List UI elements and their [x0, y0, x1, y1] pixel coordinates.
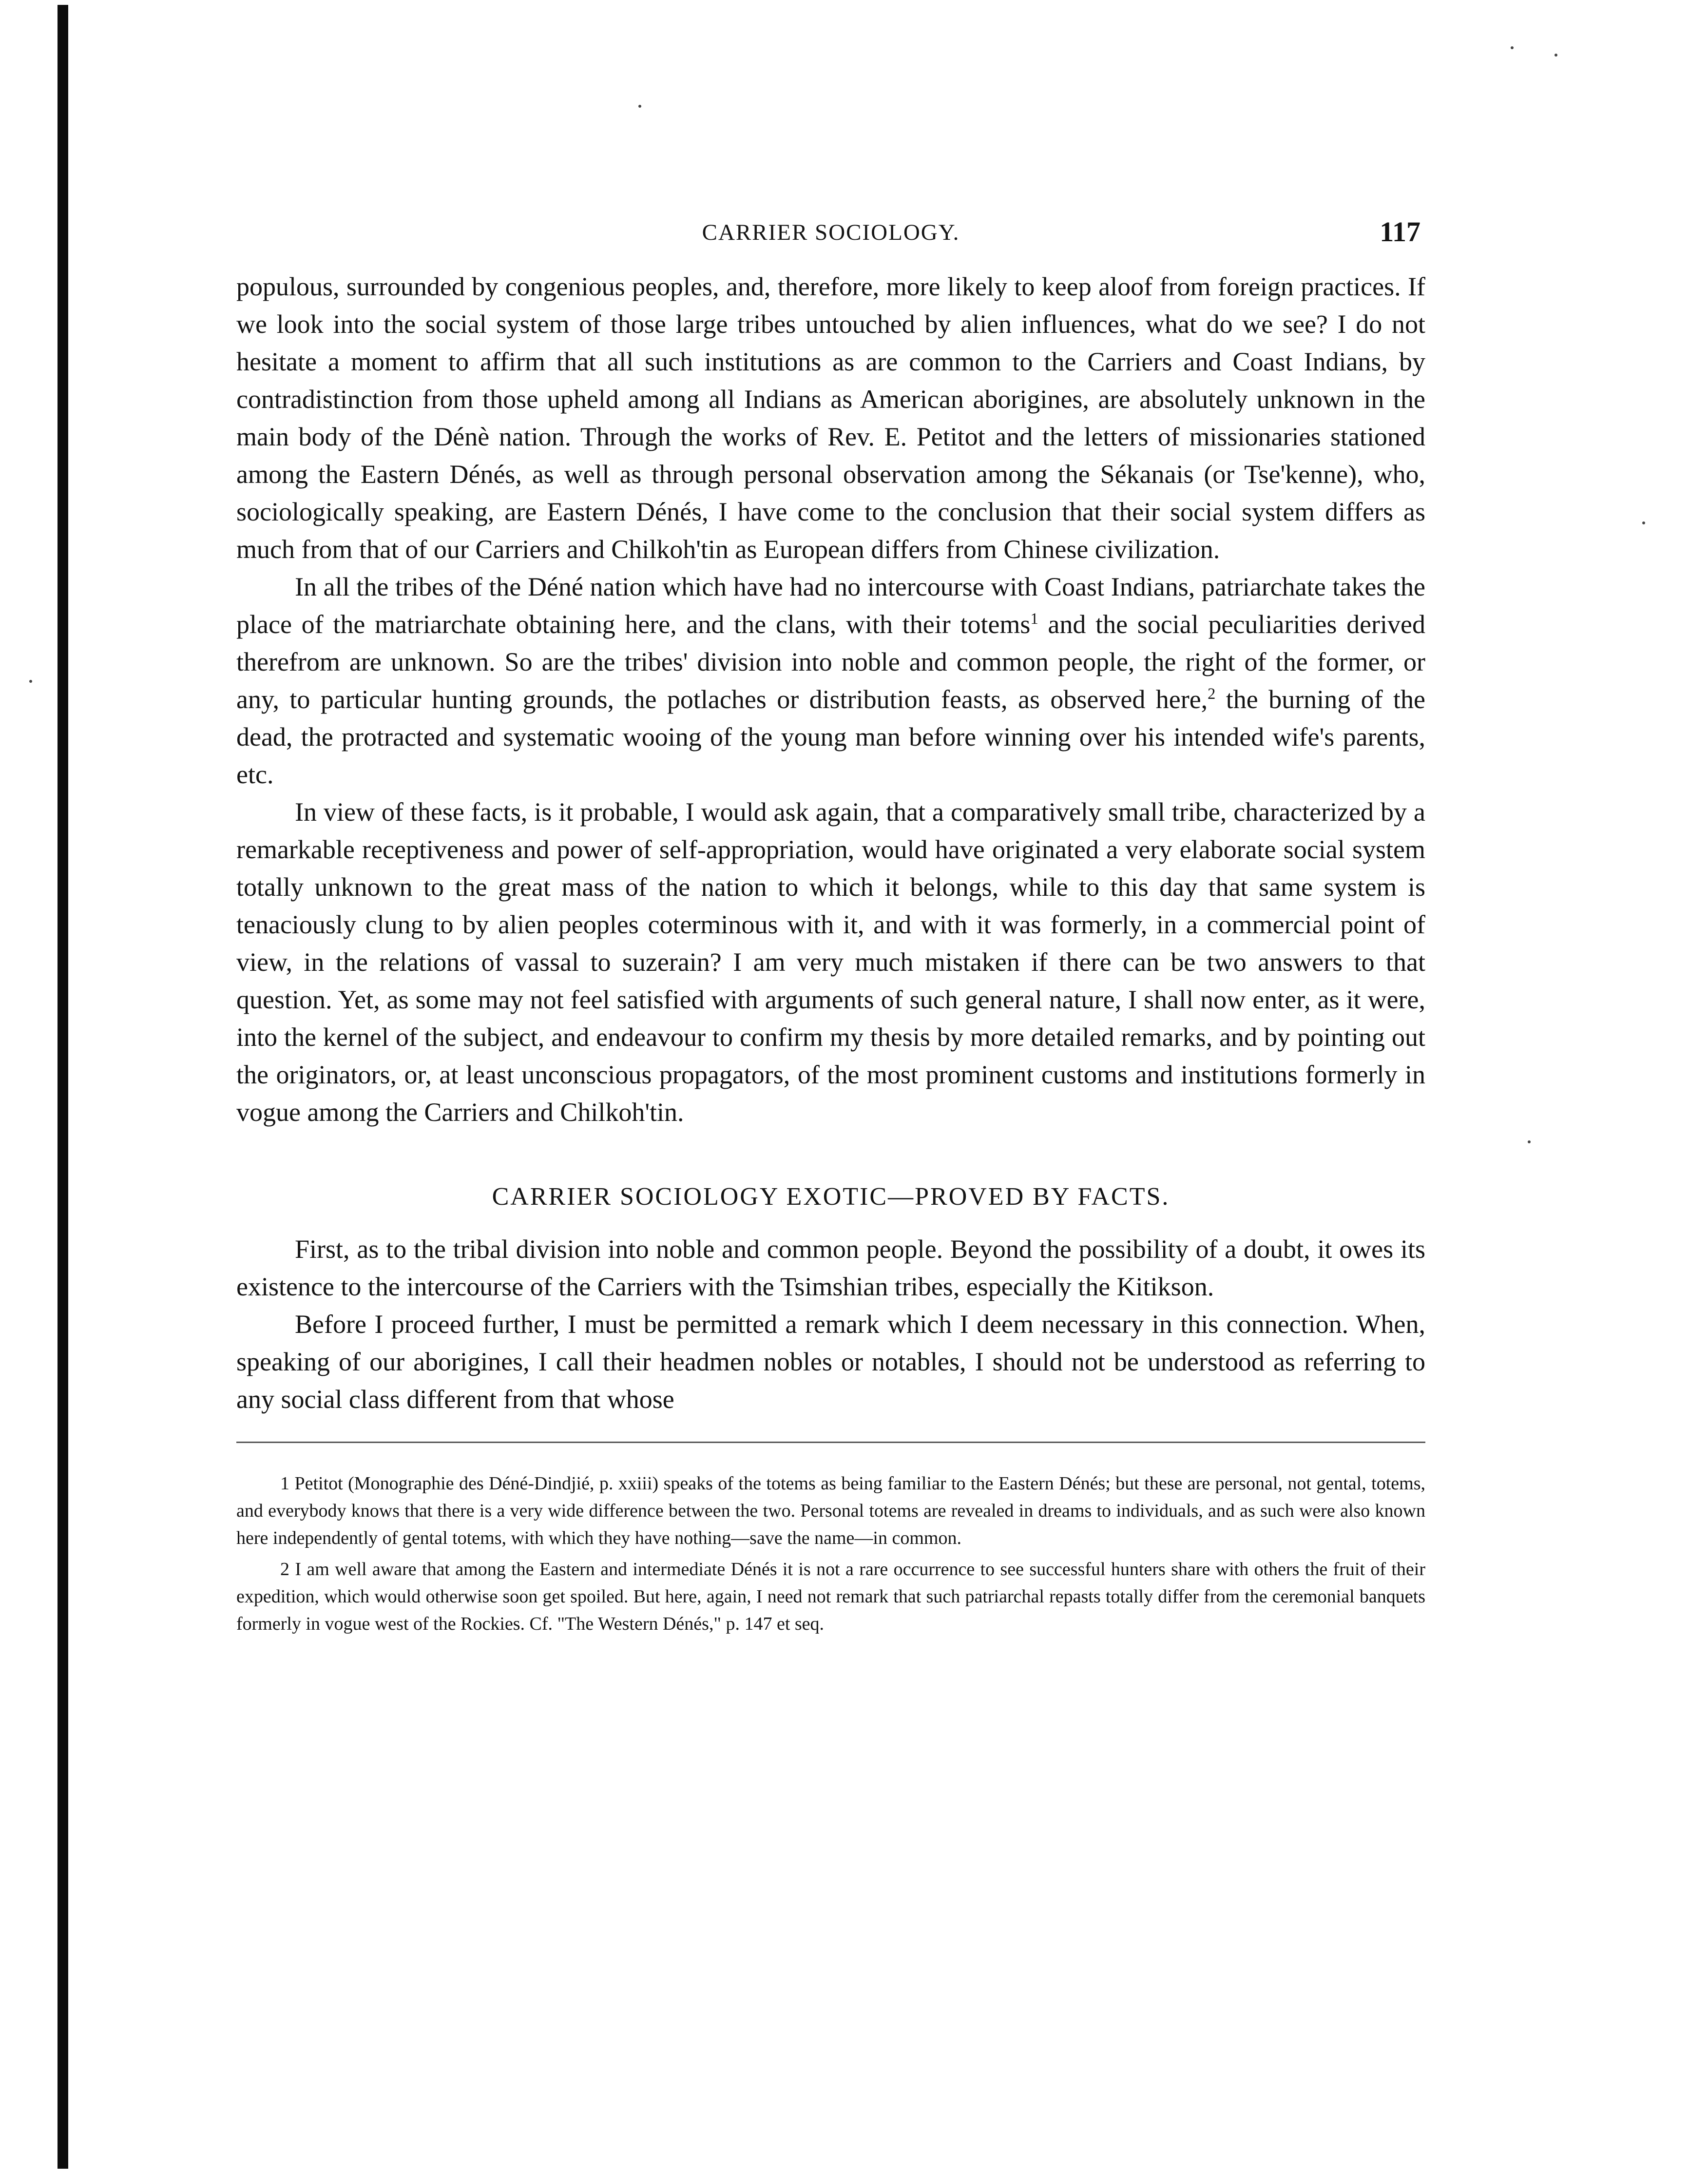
paragraph-3: In view of these facts, is it probable, I would ask again, that a comparatively small tribe, characterized by a remarkable receptiveness and power of self-appropriation, would have originated a very elaborate social system totally unknown to the great mass of the nation to which it belongs, while to this day that same system is tenaciously clung to by alien peoples coterminous with it, and with it was formerly, in a commercial point of view, in the relations of vassal to suzerain? I am very much mistaken if there can be two answers to that question. Yet, as some may not feel satisfied with arguments of such general nature, I shall now enter, as it were, into the kernel of the subject, and endeavour to confirm my thesis by more detailed remarks, and by pointing out the originators, or, at least unconscious propagators, of the most prominent customs and institutions formerly in vogue among the Carriers and Chilkoh'tin. [236, 797, 1425, 1127]
footnote-ref-2: 2 [1208, 685, 1216, 703]
section-heading: CARRIER SOCIOLOGY EXOTIC—PROVED BY FACTS. [492, 1183, 1170, 1211]
scan-speck [1511, 46, 1514, 49]
binding-edge [58, 5, 68, 2169]
scan-speck [29, 680, 32, 683]
paragraph-1: populous, surrounded by congenious peoples, and, therefore, more likely to keep aloof from foreign practices. If we look into the social system of those large tribes untouched by alien influences, what do we see? I do not hesitate a moment to affirm that all such institutions as are common to the Carriers and Coast Indians, by contradistinction from those upheld among all Indians as American aborigines, are absolutely unknown in the main body of the Dénè nation. Through the works of Rev. E. Petitot and the letters of missionaries stationed among the Eastern Dénés, as well as through personal observation among the Sékanais (or Tse'kenne), who, sociologically speaking, are Eastern Dénés, I have come to the conclusion that their social system differs as much from that of our Carriers and Chilkoh'tin as European differs from Chinese civilization. [236, 272, 1425, 564]
footnote-rule [236, 1442, 1425, 1443]
footnote-ref-1: 1 [1030, 610, 1038, 628]
paragraph-2-part-1: In all the tribes of the Déné nation which have had no intercourse with Coast Indians, patriarchate takes the place of the matriarchate obtaining here, and the clans, with their totems [236, 572, 1425, 639]
scan-speck [638, 105, 641, 108]
paragraph-2 [236, 568, 1425, 793]
scan-speck [1528, 1140, 1531, 1143]
paragraph-2-part-3: the burning of the dead, the protracted and systematic wooing of the young man before winning over his intended wife's parents, etc. [236, 685, 1425, 789]
page [236, 214, 1425, 1638]
scan-speck [1554, 54, 1557, 57]
footnotes [236, 1470, 1425, 1638]
page-number: 117 [1380, 216, 1420, 248]
paragraph-2-part-2: and the social peculiarities derived therefrom are unknown. So are the tribes' division into noble and common people, the right of the former, or any, to particular hunting grounds, the potlaches or distribution feasts, as observed here, [236, 610, 1425, 714]
scan-speck [1642, 521, 1645, 524]
paragraph-4: First, as to the tribal division into noble and common people. Beyond the possibility of a doubt, it owes its existence to the intercourse of the Carriers with the Tsimshian tribes, especially the Kitikson. [236, 1234, 1425, 1301]
paragraph-5: Before I proceed further, I must be permitted a remark which I deem necessary in this connection. When, speaking of our aborigines, I call their headmen nobles or notables, I should not be understood as referring to any social class different from that whose [236, 1310, 1425, 1414]
running-title: CARRIER SOCIOLOGY. [702, 220, 960, 245]
footnote-1: 1 Petitot (Monographie des Déné-Dindjié, p. xxiii) speaks of the totems as being familiar to the Eastern Dénés; but these are personal, not gental, totems, and everybody knows that there is a very wide difference between the two. Personal totems are revealed in dreams to individuals, and as such were also known here independently of gental totems, with which they have nothing—save the name—in common. [236, 1473, 1425, 1548]
footnote-2: 2 I am well aware that among the Eastern and intermediate Dénés it is not a rare occurrence to see successful hunters share with others the fruit of their expedition, which would otherwise soon get spoiled. But here, again, I need not remark that such patriarchal repasts totally differ from the ceremonial banquets formerly in vogue west of the Rockies. Cf. "The Western Dénés," p. 147 et seq. [236, 1559, 1425, 1634]
running-head [236, 214, 1425, 268]
body-text [236, 268, 1425, 1418]
